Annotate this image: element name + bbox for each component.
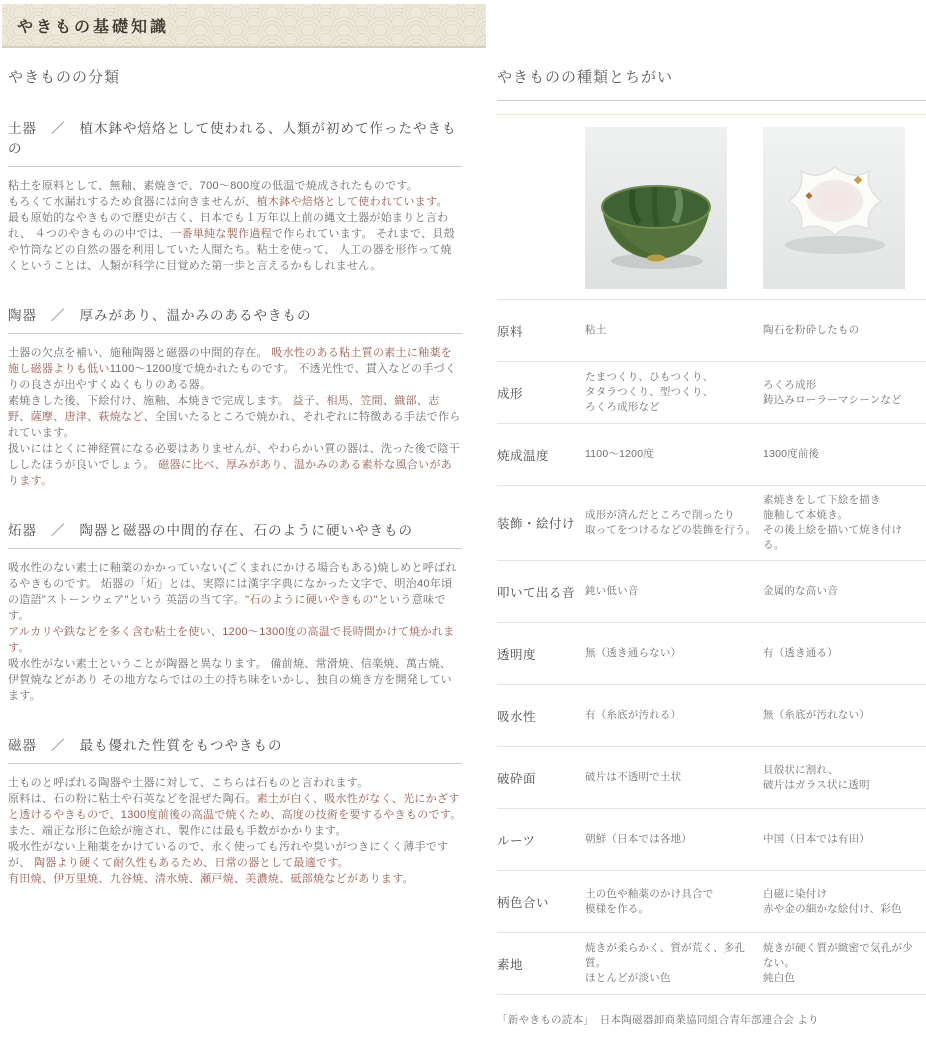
description-paragraph <box>8 441 462 489</box>
comparison-row-label: 成形 <box>497 386 524 401</box>
comparison-row-label: 叩いて出る音 <box>497 585 576 600</box>
comparison-row <box>497 932 926 994</box>
description-paragraph <box>8 345 462 393</box>
plain-text: 素焼きした後、下絵付け、施釉、本焼きで完成します。 <box>8 395 293 407</box>
pottery-type-section <box>8 734 462 887</box>
pottery-type-section <box>8 117 462 274</box>
comparison-row <box>497 622 926 684</box>
plain-text: もろくて水漏れするため食器には向きませんが、 <box>8 196 257 208</box>
pottery-type-heading <box>8 519 462 549</box>
pottery-type-description <box>8 345 462 489</box>
plain-text: 粘土を原料として、無釉、素焼きで、700〜800度の低温で焼成されたものです。 <box>8 180 419 192</box>
jiki-example-photo <box>763 127 905 289</box>
plain-text: また、端正な形に色絵が施され、製作には最も手数がかかります。 <box>8 825 347 837</box>
description-paragraph <box>8 393 462 441</box>
page-title: やきもの基礎知識 <box>17 18 170 36</box>
comparison-row-label: 吸水性 <box>497 709 537 724</box>
comparison-row-label: 焼成温度 <box>497 448 550 463</box>
accent-text: アルカリや鉄などを多く含む粘土を使い、1200〜1300度の高温で長時間かけて焼かれます。 <box>8 626 455 654</box>
classification-title: やきものの分類 <box>8 69 121 86</box>
accent-text: 益子、相馬、笠間、織部、志野、薩摩、唐津、萩焼など <box>8 395 440 423</box>
comparison-row <box>497 870 926 932</box>
comparison-row-label: ルーツ <box>497 833 536 848</box>
comparison-row-label: 原料 <box>497 324 524 339</box>
heading-slash: ／ <box>51 121 66 136</box>
toki-value-cell: 1100〜1200度 <box>585 448 654 460</box>
pottery-type-heading <box>8 117 462 167</box>
pottery-type-term: 磁器 <box>8 738 37 753</box>
pottery-type-subtitle: 厚みがあり、温かみのあるやきもの <box>79 308 312 323</box>
plain-text: 吸水性がない上釉薬をかけているので、永く使っても汚れや臭いがつきにくく薄手ですが、 <box>8 841 449 869</box>
jiki-value-cell: 中国（日本では有田） <box>763 833 870 845</box>
description-paragraph <box>8 791 462 823</box>
plain-text: という意味です。 <box>8 594 446 622</box>
jiki-value-cell: 焼きが硬く質が緻密で気孔が少ない。 純白色 <box>763 942 913 984</box>
heading-slash: ／ <box>51 308 66 323</box>
plain-text: 。 最も原始的なやきもので歴史が古く、日本でも１万年以上前の縄文土器が始まりと言われ、 ４つのやきものの中では、 <box>8 196 449 240</box>
example-photos <box>497 115 926 299</box>
accent-text: 一番単純な製作過程 <box>170 228 272 240</box>
plain-text: 扱いにはとくに神経質になる必要はありませんが、やわらかい質の器は、洗った後で陰干ししたほうが良いでしょう。 <box>8 443 460 471</box>
accent-text: 素土が白く、吸水性がなく、光にかざすと透けるやきもので、1300度前後の高温で焼くため、高度の技術を要するやきものです。 <box>8 793 462 821</box>
plain-text: 土ものと呼ばれる陶器や土器に対して、こちらは石ものと言われます。 <box>8 777 369 789</box>
description-paragraph <box>8 839 462 871</box>
jiki-value-cell: 陶石を粉砕したもの <box>763 324 860 336</box>
description-paragraph <box>8 871 462 887</box>
pottery-type-description <box>8 560 462 704</box>
plain-text: 、全国いたるところで焼かれ、それぞれに特徴ある手法で作られています。 <box>8 411 461 439</box>
accent-text: 植木鉢や焙烙として使われています <box>256 196 437 208</box>
accent-text: "石のように硬いやきもの" <box>245 594 378 606</box>
accent-text: 磁器に比べ、厚みがあり、温かみのある素朴な風合いがあります。 <box>8 459 453 487</box>
toki-value-cell: たまつくり、ひもつくり、 タタラつくり、型つくり、 ろくろ成形など <box>585 371 714 413</box>
description-paragraph <box>8 624 462 656</box>
jiki-value-cell: 1300度前後 <box>763 448 820 460</box>
comparison-row-label: 破砕面 <box>497 771 537 786</box>
toki-value-cell: 成形が済んだところで削ったり 取ってをつけるなどの装飾を行う。 <box>585 509 757 536</box>
description-paragraph <box>8 775 462 791</box>
plain-text: で作られています。 それまで、貝殻や竹筒などの自然の器を利用していた人間たち。粘土を使って、 人工の器を形作って焼くということは、人類が科学に目覚めた第一歩と言えるかもしれません。 <box>8 228 455 272</box>
comparison-row-label: 装飾・絵付け <box>497 517 576 531</box>
jiki-value-cell: 貝殻状に割れ、 破片はガラス状に透明 <box>763 763 870 791</box>
green-bowl-photo <box>585 127 727 289</box>
page-banner <box>2 4 486 48</box>
comparison-row-label: 透明度 <box>497 647 537 662</box>
heading-slash: ／ <box>51 738 66 753</box>
toki-value-cell: 焼きが柔らかく、質が荒く、多孔質。 ほとんどが淡い色 <box>585 942 746 984</box>
pottery-type-heading <box>8 304 462 334</box>
pottery-type-subtitle: 最も優れた性質をもつやきもの <box>79 738 283 753</box>
plain-text: 土器の欠点を補い、施釉陶器と磁器の中間的存在。 <box>8 347 272 359</box>
toki-value-cell: 無（透き通らない） <box>585 647 682 659</box>
comparison-row <box>497 299 926 361</box>
heading-slash: ／ <box>51 523 66 538</box>
pottery-type-term: 陶器 <box>8 308 37 323</box>
pottery-type-description <box>8 178 462 274</box>
toki-value-cell: 朝鮮（日本では各地） <box>585 833 692 845</box>
plain-text: 吸水性がない素土ということが陶器と異なります。 備前焼、常滑焼、信楽焼、萬古焼、伊賀焼などがあり その地方ならではの土の持ち味をいかし、独自の焼き方を開発しています。 <box>8 658 452 702</box>
pottery-type-subtitle: 陶器と磁器の中間的存在、石のように硬いやきもの <box>79 523 413 538</box>
accent-text: 吸水性のある粘土質の素土に釉薬を施し磁器よりも低い <box>8 347 453 375</box>
accent-text: 陶器より硬くて耐久性もあるため、日常の器として最適です。 <box>33 857 350 869</box>
description-paragraph <box>8 194 462 274</box>
description-paragraph <box>8 823 462 839</box>
jiki-value-cell: 有（透き通る） <box>763 647 838 659</box>
comparison-title: やきものの種類とちがい <box>497 69 674 86</box>
jiki-value-cell: ろくろ成形 鋳込みローラーマシーンなど <box>763 378 902 406</box>
accent-text: 有田焼、伊万里焼、九谷焼、清水焼、瀬戸焼、美濃焼、砥部焼などがあります。 <box>8 873 414 885</box>
plain-text: 原料は、石の粉に粘土や石英などを混ぜた陶石。 <box>8 793 257 805</box>
source-note: 「新やきもの読本」 日本陶磁器卸商業協同組合青年部連合会 より <box>497 1014 819 1026</box>
plain-text: 1100〜1200度で焼かれたものです。 不透光性で、貫入などの手づくりの良さが出やすくぬくもりのある器。 <box>8 363 457 391</box>
comparison-row <box>497 560 926 622</box>
jiki-value-cell: 金属的な高い音 <box>763 585 838 597</box>
classification-column <box>8 60 462 887</box>
jiki-value-cell: 素焼きをして下絵を描き 施釉して本焼き。 その後上絵を描いて焼き付ける。 <box>763 494 903 551</box>
toki-example-photo <box>585 127 727 289</box>
pottery-type-term: 炻器 <box>8 523 37 538</box>
jiki-value-cell: 白磁に染付け 赤や金の細かな絵付け、彩色 <box>763 887 902 915</box>
comparison-row <box>497 361 926 423</box>
pottery-type-term: 土器 <box>8 121 37 136</box>
comparison-row <box>497 684 926 746</box>
pottery-type-section <box>8 519 462 704</box>
toki-value-cell: 鈍い低い音 <box>585 585 639 597</box>
divider-line <box>497 101 926 115</box>
comparison-row <box>497 485 926 560</box>
comparison-table <box>497 299 926 995</box>
pottery-type-subtitle: 植木鉢や焙烙として使われる、人類が初めて作ったやきもの <box>8 121 457 156</box>
description-paragraph <box>8 560 462 624</box>
toki-value-cell: 粘土 <box>585 324 607 336</box>
classification-sections <box>8 117 462 887</box>
comparison-row <box>497 423 926 485</box>
description-paragraph <box>8 656 462 704</box>
comparison-column <box>497 60 926 1038</box>
comparison-row-label: 柄色合い <box>497 895 550 910</box>
jiki-value-cell: 無（糸底が汚れない） <box>763 709 870 721</box>
description-paragraph <box>8 178 462 194</box>
comparison-row-label: 素地 <box>497 957 524 972</box>
comparison-row <box>497 746 926 808</box>
pottery-type-heading <box>8 734 462 764</box>
pottery-type-description <box>8 775 462 887</box>
plain-text: 吸水性のない素土に釉薬のかかっていない(ごくまれにかける場合もある)焼しめと呼ばれるやきものです。 炻器の「炻」とは、実際には漢字字典になかった文字で、明治40年頃の造語"ストーンウェア"という 英語の当て字。 <box>8 562 457 606</box>
toki-value-cell: 破片は不透明で土状 <box>585 771 682 783</box>
comparison-row <box>497 808 926 870</box>
toki-value-cell: 土の色や釉薬のかけ具合で 模様を作る。 <box>585 887 714 915</box>
toki-value-cell: 有（糸底が汚れる） <box>585 709 682 721</box>
white-dish-photo <box>763 127 905 289</box>
pottery-type-section <box>8 304 462 489</box>
